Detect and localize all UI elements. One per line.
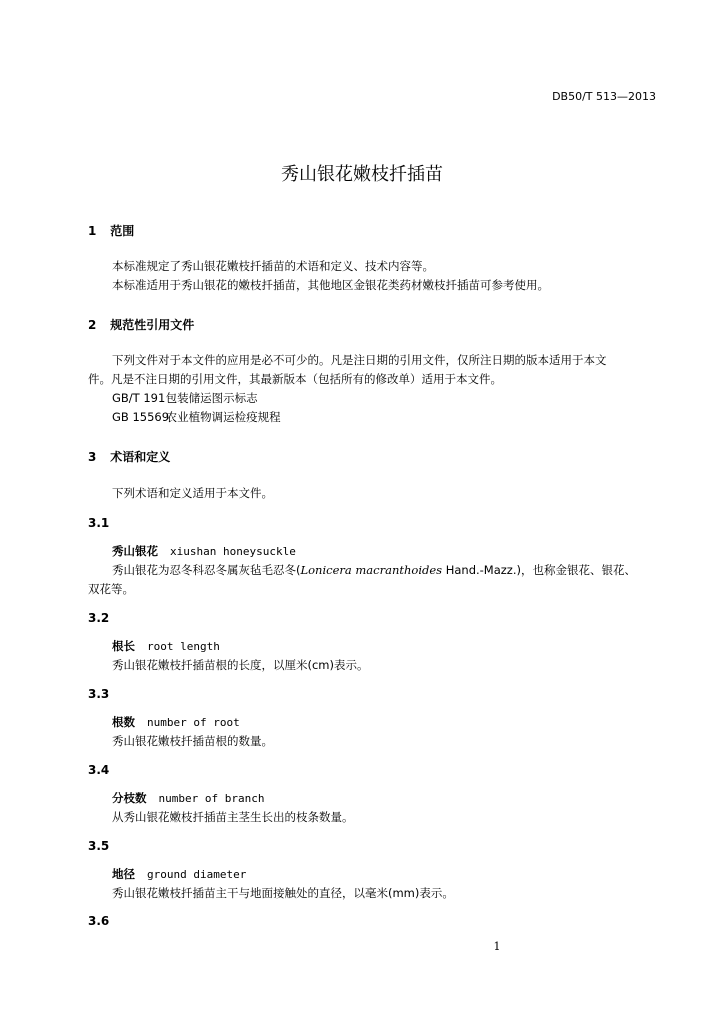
term-definition: 从秀山银花嫩枝扦插苗主茎生长出的枝条数量。 <box>112 810 354 824</box>
paragraph-line: 下列文件对于本文件的应用是必不可少的。凡是注日期的引用文件，仅所注日期的版本适用于本文 <box>112 353 607 367</box>
section-3-heading <box>88 448 170 465</box>
term-en: xiushan honeysuckle <box>170 545 296 558</box>
section-number: 1 <box>88 224 97 238</box>
term-heading <box>112 714 240 730</box>
term-zh: 根数 <box>112 715 135 729</box>
latin-name: Lonicera macranthoides <box>300 563 443 577</box>
paragraph-line: 件。凡是不注日期的引用文件，其最新版本（包括所有的修改单）适用于本文件。 <box>88 372 502 386</box>
term-en: root length <box>147 640 220 653</box>
term-definition-cont: 双花等。 <box>88 582 134 596</box>
paragraph: 本标准适用于秀山银花的嫩枝扦插苗，其他地区金银花类药材嫩枝扦插苗可参考使用。 <box>112 278 549 292</box>
term-heading <box>112 638 220 654</box>
term-definition: 秀山银花嫩枝扦插苗主干与地面接触处的直径，以毫米(mm)表示。 <box>112 886 454 900</box>
term-heading <box>112 866 246 882</box>
section-2-heading <box>88 316 194 333</box>
term-heading <box>112 543 296 559</box>
reference-item <box>112 390 258 406</box>
subsection-number: 3.1 <box>88 516 110 530</box>
subsection-number: 3.6 <box>88 914 110 928</box>
term-heading <box>112 790 264 806</box>
paragraph: 本标准规定了秀山银花嫩枝扦插苗的术语和定义、技术内容等。 <box>112 259 434 273</box>
term-en: number of root <box>147 716 240 729</box>
reference-name: 农业植物调运检疫规程 <box>165 410 281 424</box>
term-zh: 地径 <box>112 867 135 881</box>
section-title: 术语和定义 <box>110 450 171 464</box>
section-number: 2 <box>88 318 97 332</box>
reference-code: GB 15569 <box>112 410 170 424</box>
definition-text: 秀山银花为忍冬科忍冬属灰毡毛忍冬( <box>112 563 301 577</box>
document-title: 秀山银花嫩枝扦插苗 <box>281 164 443 185</box>
document-code: DB50/T 513—2013 <box>552 90 656 103</box>
term-en: number of branch <box>158 792 265 805</box>
subsection-number: 3.4 <box>88 763 110 777</box>
section-title: 范围 <box>110 224 135 238</box>
term-definition: 秀山银花嫩枝扦插苗根的数量。 <box>112 734 273 748</box>
subsection-number: 3.3 <box>88 687 110 701</box>
page-number: 1 <box>493 940 501 953</box>
term-en: ground diameter <box>147 868 247 881</box>
term-zh: 根长 <box>112 639 135 653</box>
term-definition: 秀山银花嫩枝扦插苗根的长度，以厘米(cm)表示。 <box>112 658 369 672</box>
term-zh: 分枝数 <box>112 791 147 805</box>
reference-item <box>112 409 281 425</box>
section-number: 3 <box>88 450 97 464</box>
term-zh: 秀山银花 <box>112 544 158 558</box>
reference-code: GB/T 191 <box>112 391 166 405</box>
paragraph: 下列术语和定义适用于本文件。 <box>112 486 273 500</box>
term-definition <box>112 562 636 578</box>
subsection-number: 3.2 <box>88 611 110 625</box>
definition-text: Hand.-Mazz.)，也称金银花、银花、 <box>442 563 636 577</box>
section-1-heading <box>88 222 134 239</box>
subsection-number: 3.5 <box>88 839 110 853</box>
section-title: 规范性引用文件 <box>110 318 195 332</box>
reference-name: 包装储运图示标志 <box>165 391 258 405</box>
